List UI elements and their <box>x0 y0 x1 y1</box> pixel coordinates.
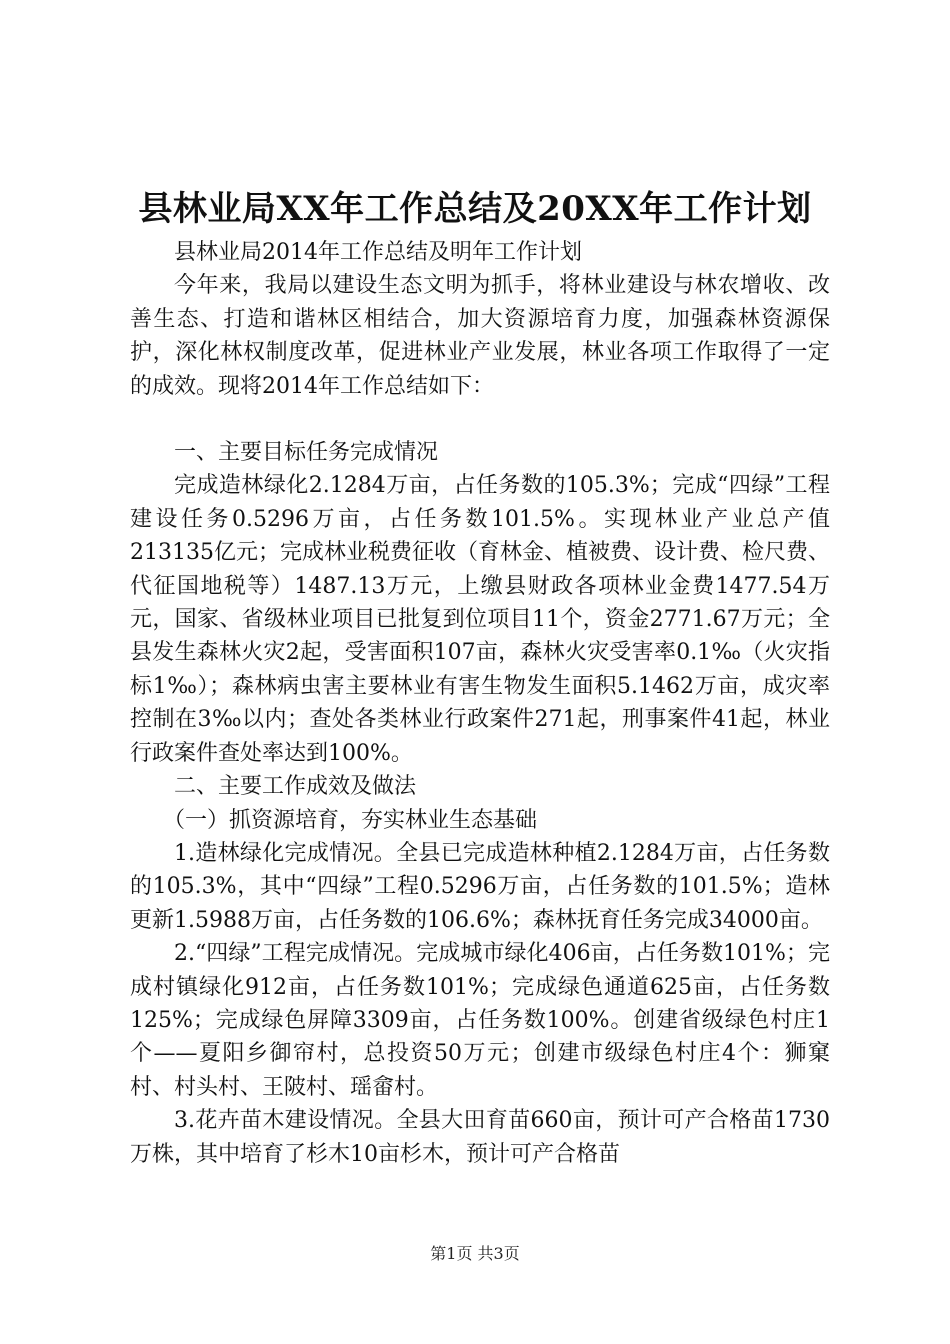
four-green-paragraph: 2.“四绿”工程完成情况。完成城市绿化406亩，占任务数101%；完成村镇绿化912亩，占任务数101%；完成绿色通道625亩，占任务数125%；完成绿色屏障3309亩，占任务数100%。创建省级绿色村庄1个——夏阳乡御帘村，总投资50万元；创建市级绿色村庄4个：狮窠村、村头村、王陂村、瑶畲村。 <box>130 941 830 1100</box>
nursery-paragraph: 3.花卉苗木建设情况。全县大田育苗660亩，预计可产合格苗1730万株，其中培育了杉木10亩杉木，预计可产合格苗 <box>130 1108 830 1167</box>
section-heading-2: 二、主要工作成效及做法 <box>174 774 417 800</box>
document-title: 县林业局XX年工作总结及20XX年工作计划 <box>138 189 812 229</box>
page-number: 第1页 共3页 <box>430 1244 520 1263</box>
document-subtitle: 县林业局2014年工作总结及明年工作计划 <box>174 240 582 265</box>
afforestation-paragraph: 1.造林绿化完成情况。全县已完成造林种植2.1284万亩，占任务数的105.3%，其中“四绿”工程0.5296万亩，占任务数的101.5%；造林更新1.5988万亩，占任务数的106.6%；森林抚育任务完成34000亩。 <box>130 840 830 933</box>
intro-paragraph: 今年来，我局以建设生态文明为抓手，将林业建设与林农增收、改善生态、打造和谐林区相结合，加大资源培育力度，加强森林资源保护，深化林权制度改革，促进林业产业发展，林业各项工作取得了一定的成效。现将2014年工作总结如下： <box>130 273 830 399</box>
section-heading-1: 一、主要目标任务完成情况 <box>174 440 439 466</box>
targets-paragraph: 完成造林绿化2.1284万亩，占任务数的105.3%；完成“四绿”工程建设任务0.5296万亩，占任务数101.5%。实现林业产业总产值213135亿元；完成林业税费征收（育林金、植被费、设计费、检尺费、代征国地税等）1487.13万元，上缴县财政各项林业金费1477.54万元，国家、省级林业项目已批复到位项目11个，资金2771.67万元；全县发生森林火灾2起，受害面积107亩，森林火灾受害率0.1‰（火灾指标1‰）；森林病虫害主要林业有害生物发生面积5.1462万亩，成灾率控制在3‰以内；查处各类林业行政案件271起，刑事案件41起，林业行政案件查处率达到100%。 <box>130 473 830 766</box>
subsection-heading-1: （一）抓资源培育，夯实林业生态基础 <box>163 807 538 833</box>
paragraph-spacer <box>130 403 830 436</box>
document-body <box>130 236 830 1171</box>
